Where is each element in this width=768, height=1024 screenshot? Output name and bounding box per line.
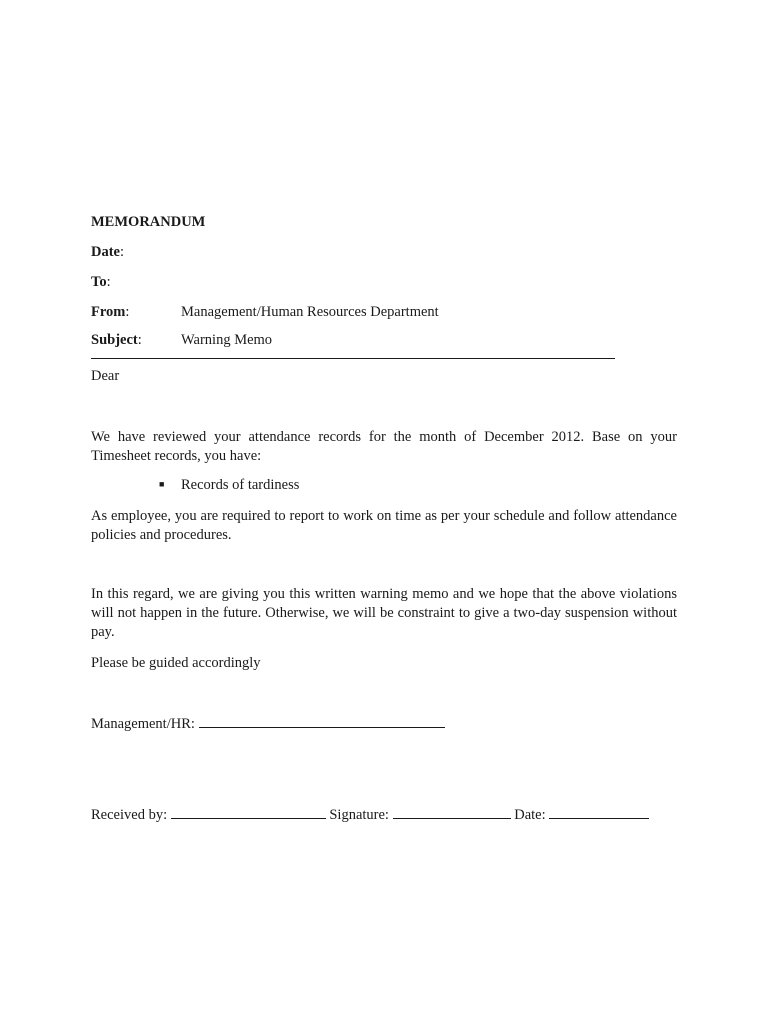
paragraph-warning: In this regard, we are giving you this written warning memo and we hope that the above violations will not happen in the future. Otherwise, we will be constraint to give a two-day suspension without pay. bbox=[91, 586, 677, 640]
subject-label: Subject bbox=[91, 332, 138, 348]
closing-line: Please be guided accordingly bbox=[91, 655, 261, 671]
salutation: Dear bbox=[91, 368, 120, 384]
bullet-item bbox=[159, 477, 299, 494]
header-divider bbox=[91, 358, 615, 359]
memo-page bbox=[91, 0, 677, 1024]
memo-title: MEMORANDUM bbox=[91, 214, 206, 230]
signature-label: Signature: bbox=[329, 807, 389, 823]
received-by-label: Received by: bbox=[91, 807, 168, 823]
acknowledgement-date-line bbox=[549, 805, 649, 819]
paragraph-requirement: As employee, you are required to report to work on time as per your schedule and follow attendance policies and procedures. bbox=[91, 508, 677, 543]
subject-value: Warning Memo bbox=[181, 332, 273, 348]
from-field: From: Management/Human Resources Department bbox=[91, 304, 439, 320]
acknowledgement-date-label: Date: bbox=[514, 807, 546, 823]
bullet-square-icon: ■ bbox=[159, 479, 165, 489]
acknowledgement-row bbox=[91, 805, 649, 824]
to-label: To bbox=[91, 274, 107, 290]
signature-line bbox=[393, 805, 511, 819]
subject-field: Subject: Warning Memo bbox=[91, 332, 273, 348]
bullet-text: Records of tardiness bbox=[181, 477, 300, 493]
to-field: To: bbox=[91, 274, 111, 290]
management-signature-row bbox=[91, 714, 445, 733]
management-hr-label: Management/HR: bbox=[91, 716, 195, 732]
date-label: Date bbox=[91, 244, 120, 260]
from-value: Management/Human Resources Department bbox=[181, 304, 439, 320]
paragraph-attendance-review: We have reviewed your attendance records for the month of December 2012. Base on your Timesheet records, you have: bbox=[91, 429, 677, 464]
received-by-line bbox=[171, 805, 326, 819]
management-signature-line bbox=[199, 714, 445, 728]
date-field: Date: bbox=[91, 244, 125, 260]
from-label: From bbox=[91, 304, 126, 320]
